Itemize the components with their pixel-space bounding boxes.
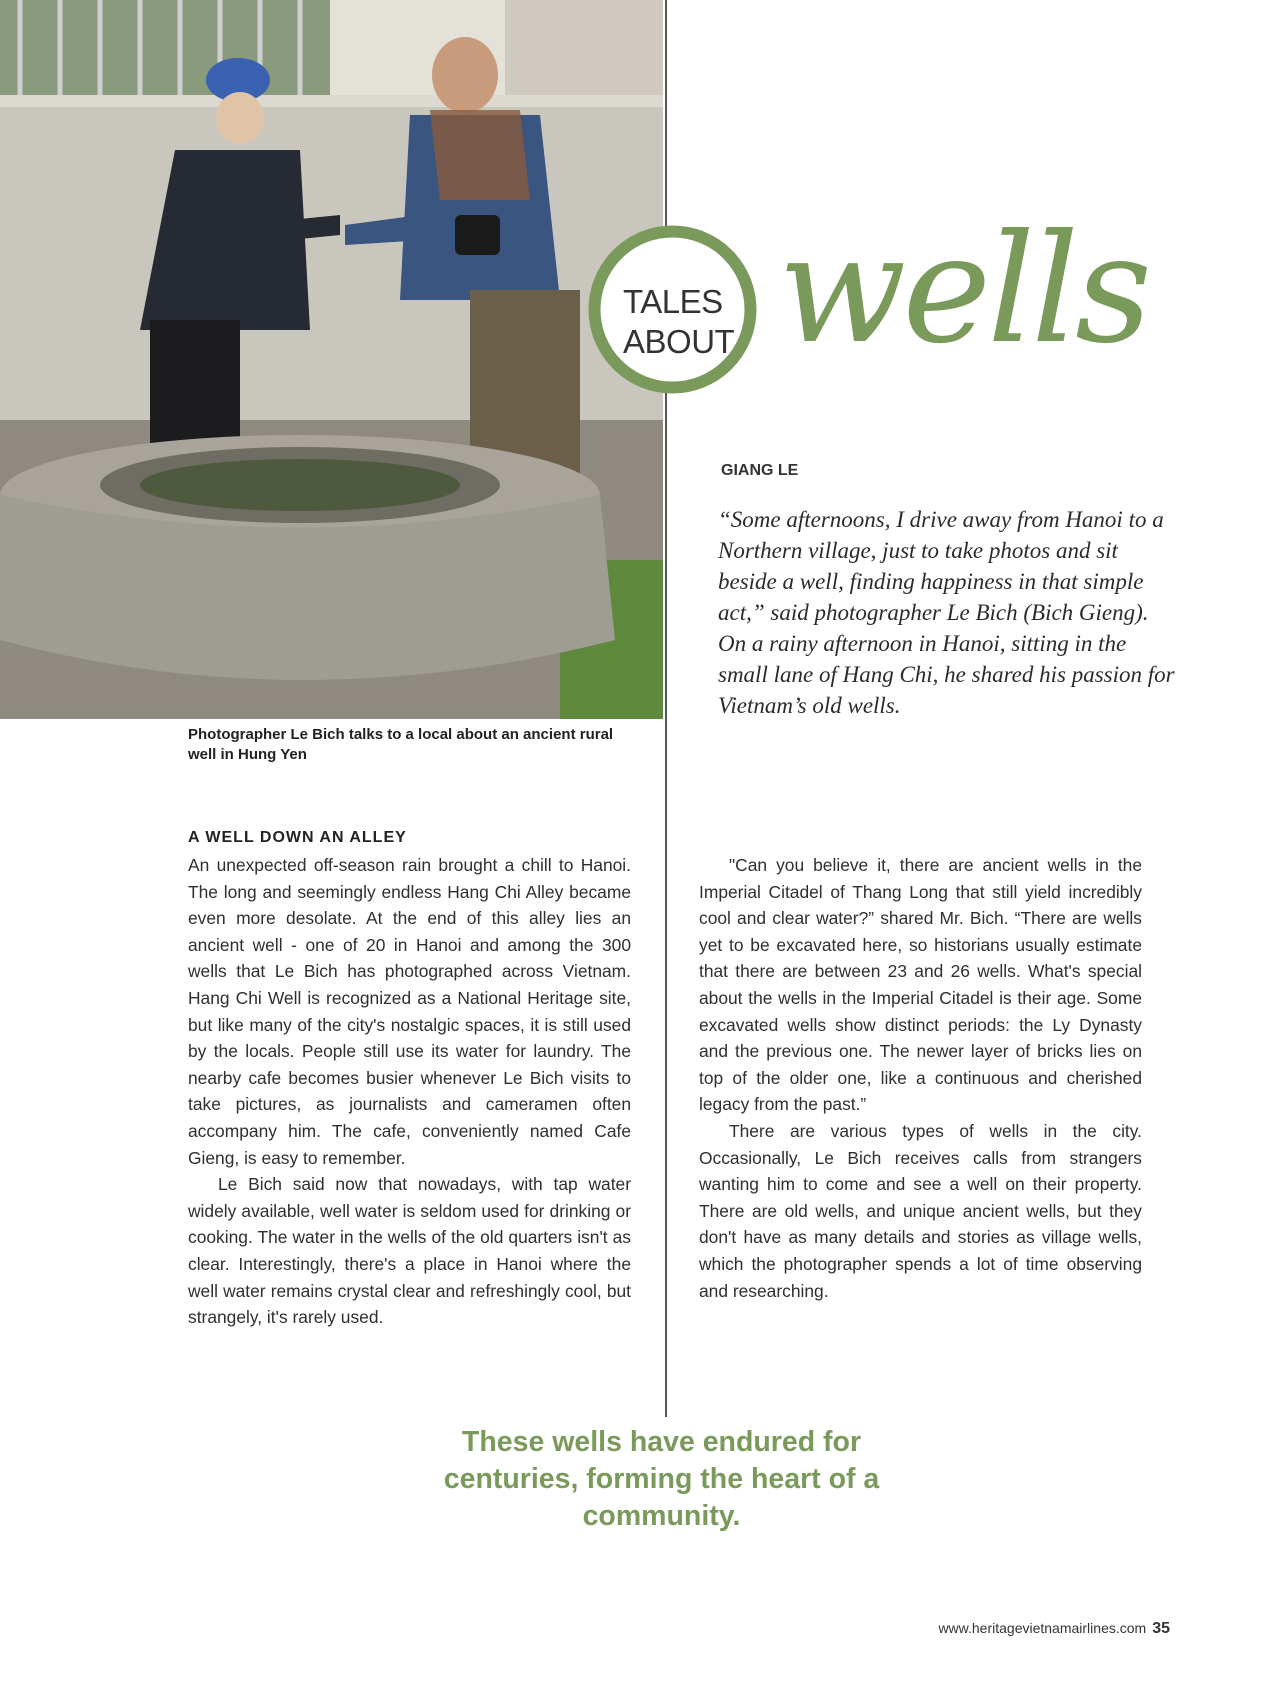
paragraph: An unexpected off-season rain brought a chill to Hanoi. The long and seemingly endless Hang Chi Alley became even more desolate. At the end of this alley lies an ancient well - one of 20 in Hanoi and among the 300 wells that Le Bich has photographed across Vietnam. Hang Chi Well is recognized as a National Heritage site, but like many of the city's nostalgic spaces, it is still used by the locals. People still use its water for laundry. The nearby cafe becomes busier whenever Le Bich visits to take pictures, as journalists and cameramen often accompany him. The cafe, conveniently named Cafe Gieng, is easy to remember. <box>188 855 631 1168</box>
title-line-1: TALES <box>623 283 723 320</box>
hero-photo <box>0 0 663 719</box>
footer-url: www.heritagevietnamairlines.com <box>938 1620 1147 1636</box>
section-heading: A WELL DOWN AN ALLEY <box>188 829 407 846</box>
page-footer <box>938 1620 1170 1638</box>
title-word: wells <box>778 203 1149 377</box>
title-line-2: ABOUT <box>623 323 735 360</box>
paragraph: "Can you believe it, there are ancient wells in the Imperial Citadel of Thang Long that still yield incredibly cool and clear water?” shared Mr. Bich. “There are wells yet to be excavated here, so historians usually estimate that there are between 23 and 26 wells. What's special about the wells in the Imperial Citadel is their age. Some excavated wells show distinct periods: the Ly Dynasty and the previous one. The newer layer of bricks lies on top of the older one, like a continuous and cherished legacy from the past.” <box>699 855 1142 1115</box>
paragraph: There are various types of wells in the city. Occasionally, Le Bich receives calls from strangers wanting him to come and see a well on their property. There are old wells, and unique ancient wells, but they don't have as many details and stories as village wells, which the photographer spends a lot of time observing and researching. <box>699 1120 1142 1301</box>
left-column <box>188 852 631 1331</box>
intro-paragraph: “Some afternoons, I drive away from Hanoi to a Northern village, just to take photos and sit beside a well, finding happiness in that simple act,” said photographer Le Bich (Bich Gieng). On a rainy afternoon in Hanoi, sitting in the small lane of Hang Chi, he shared his passion for Vietnam’s old wells. <box>718 507 1175 718</box>
page-number: 35 <box>1152 1620 1170 1637</box>
pull-quote: These wells have endured for centuries, forming the heart of a community. <box>443 1426 880 1532</box>
paragraph: Le Bich said now that nowadays, with tap water widely available, well water is seldom used for drinking or cooking. The water in the wells of the old quarters isn't as clear. Interestingly, there's a place in Hanoi where the well water remains crystal clear and refreshingly cool, but strangely, it's rarely used. <box>188 1174 631 1328</box>
column-divider <box>665 0 667 1417</box>
title-badge <box>623 282 734 362</box>
right-column <box>699 852 1142 1304</box>
photo-caption: Photographer Le Bich talks to a local about an ancient rural well in Hung Yen <box>188 726 614 763</box>
byline: GIANG LE <box>721 462 799 479</box>
